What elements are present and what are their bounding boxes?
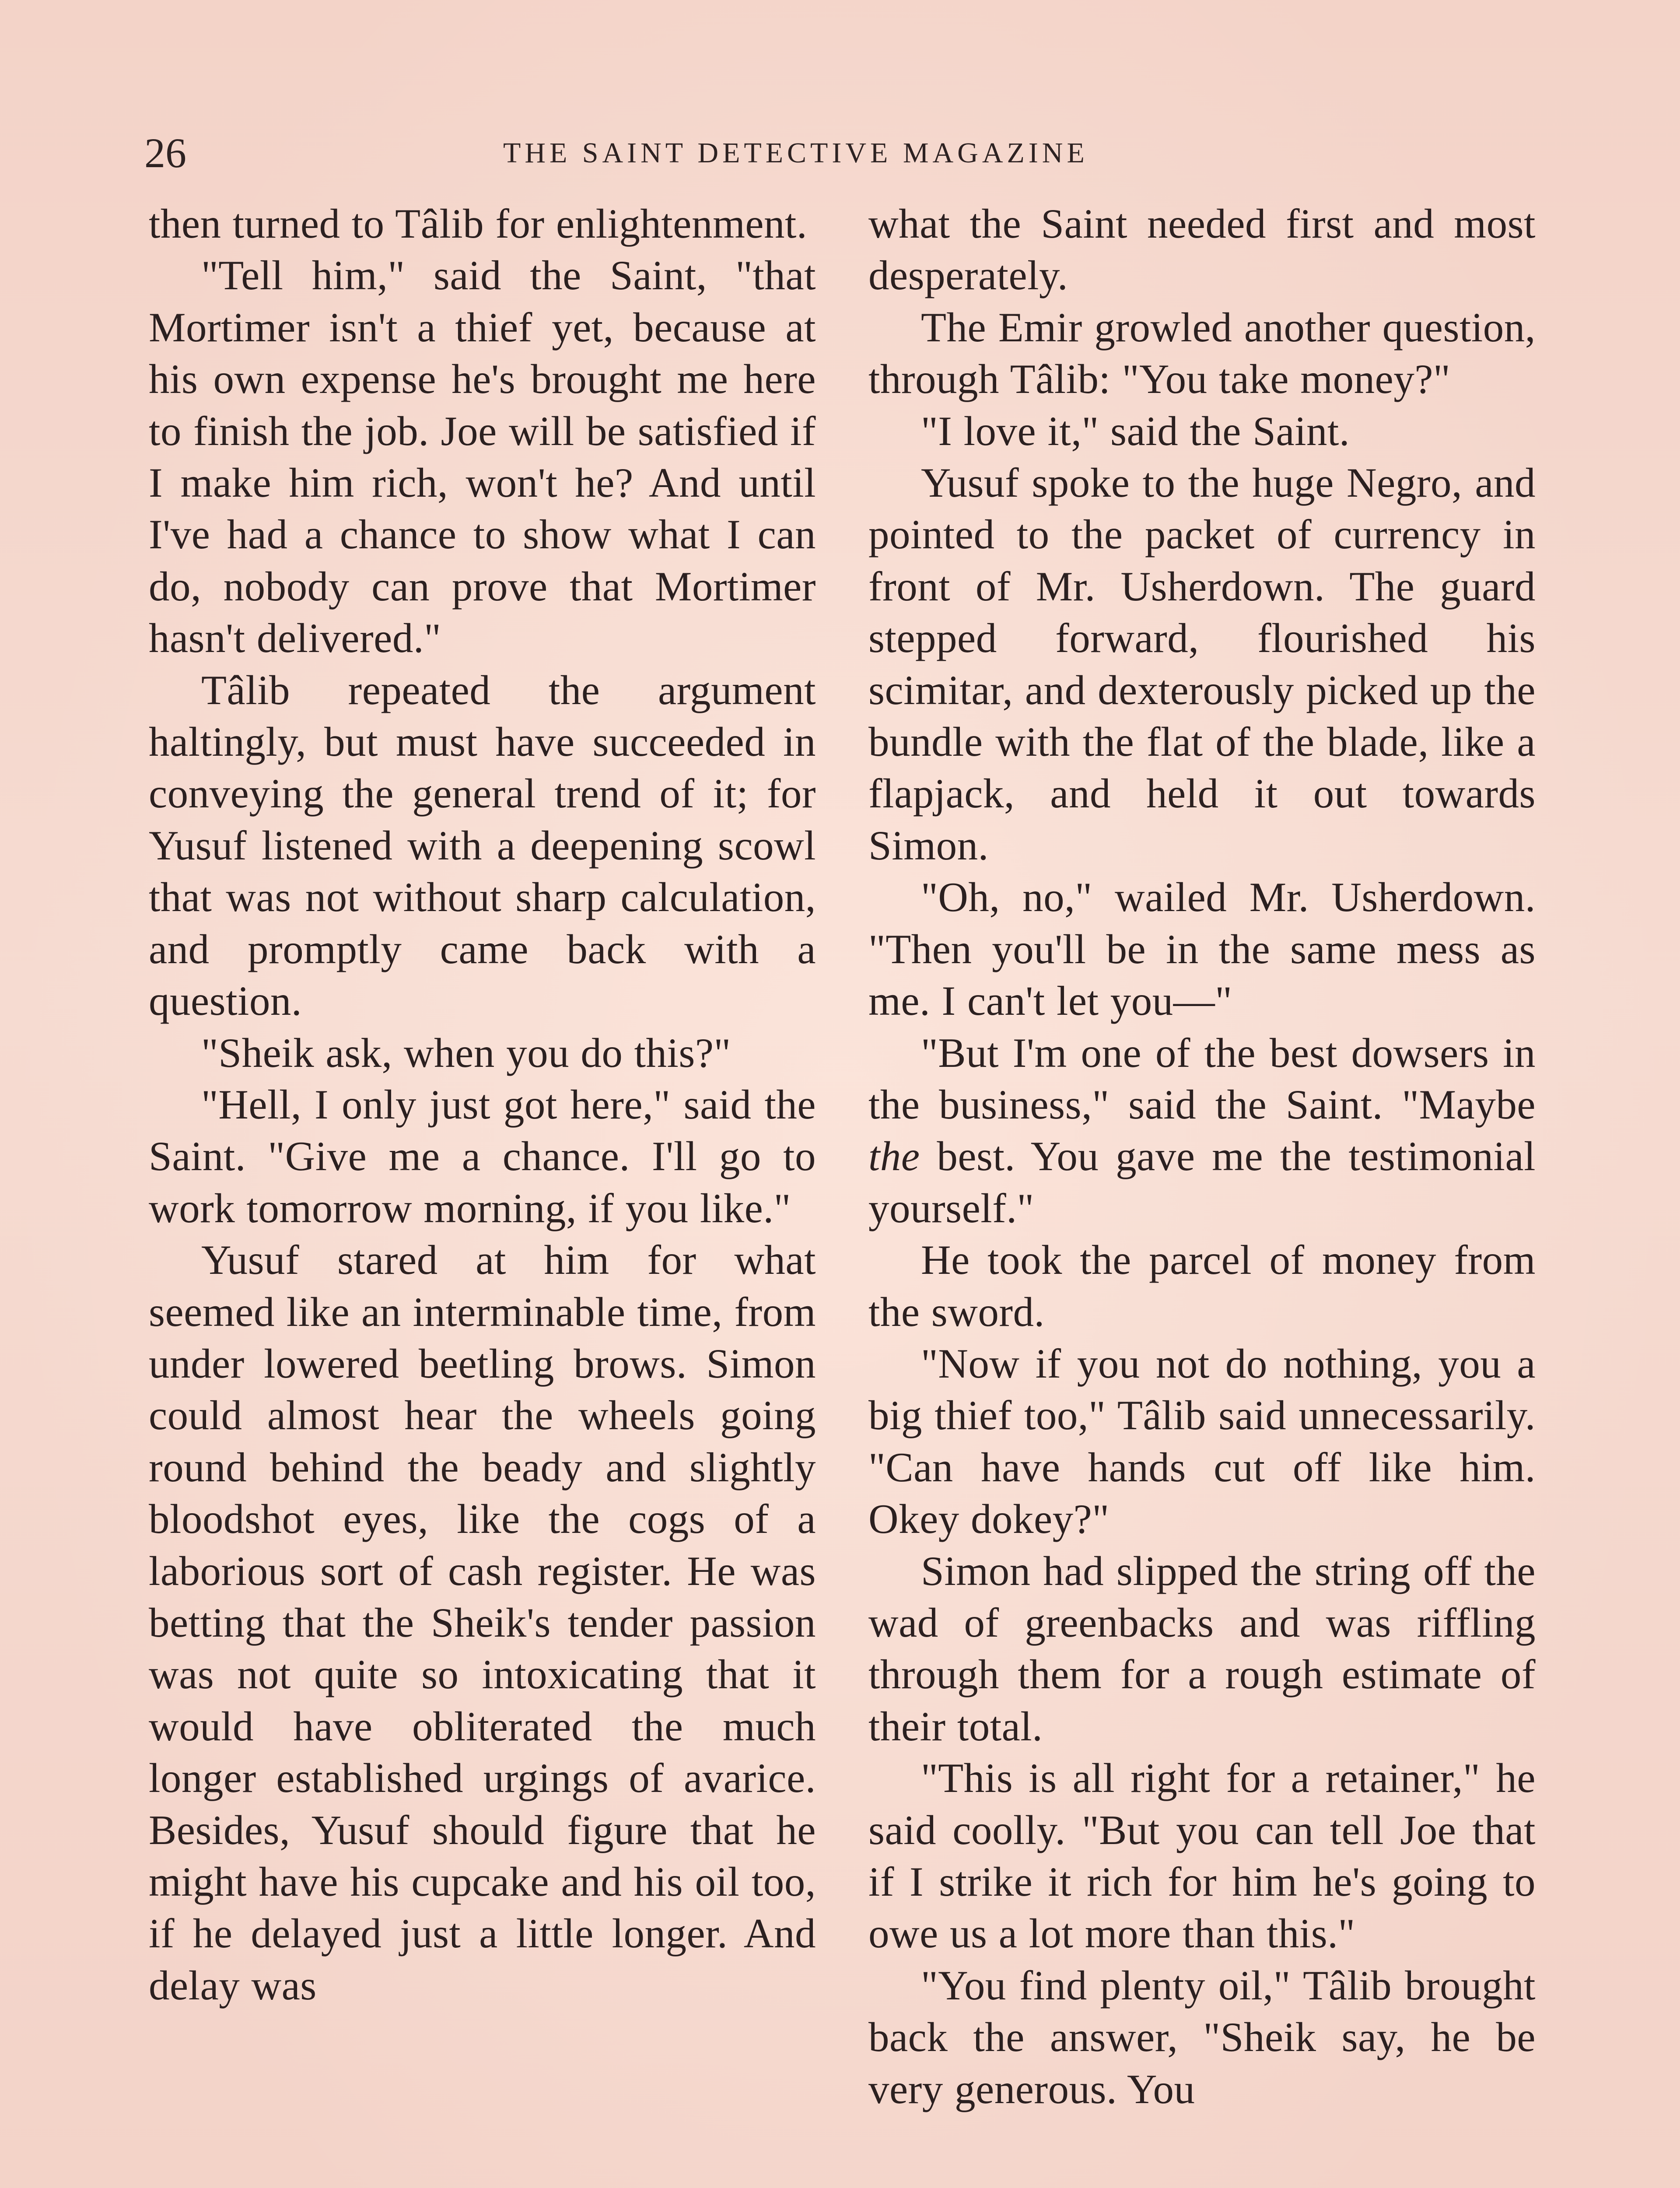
paragraph: Tâlib repeated the argument haltingly, but must have succeeded in conveying the general trend of it; for Yusuf listened with a deepening scowl that was not without sharp calculation, and promptly came back with a question. xyxy=(149,666,816,1024)
emphasized-word: the xyxy=(868,1133,920,1180)
paragraph: what the Saint needed first and most desperately. xyxy=(868,200,1536,299)
paragraph: "Now if you not do nothing, you a big thief too," Tâlib said unnecessarily. "Can have hands cut off like him. Okey dokey?" xyxy=(868,1340,1536,1543)
paragraph xyxy=(868,1027,1536,1234)
paragraph: Yusuf spoke to the huge Negro, and pointed to the packet of currency in front of Mr. Usherdown. The guard stepped forward, flourished his scimitar, and dexterously picked up the bundle with the flat of the blade, like a flapjack, and held it out towards Simon. xyxy=(868,459,1536,869)
left-column xyxy=(149,198,816,2011)
paragraph: "Tell him," said the Saint, "that Mortimer isn't a thief yet, because at his own expense he's brought me here to finish the job. Joe will be satisfied if I make him rich, won't he? And until I've had a chance to show what I can do, nobody can prove that Mortimer hasn't delivered." xyxy=(149,252,816,662)
paragraph: Simon had slipped the string off the wad of greenbacks and was riffling through them for a rough estimate of their total. xyxy=(868,1547,1536,1750)
paragraph: "You find plenty oil," Tâlib brought back the answer, "Sheik say, he be very generous. You xyxy=(868,1962,1536,2112)
paragraph-text: best. You gave me the testimonial yourself." xyxy=(868,1133,1536,1231)
page-header xyxy=(144,125,1544,182)
paragraph: then turned to Tâlib for enlightenment. xyxy=(149,200,808,247)
paragraph: Yusuf stared at him for what seemed like an interminable time, from under lowered beetling brows. Simon could almost hear the wheels going round behind the beady and slightly bloodshot eyes, like the cogs of a laborious sort of cash register. He was betting that the Sheik's tender passion was not quite so intoxicating that it would have obliterated the much longer established urgings of avarice. Besides, Yusuf should figure that he might have his cupcake and his oil too, if he delayed just a little longer. And delay was xyxy=(149,1237,816,2009)
paragraph: "I love it," said the Saint. xyxy=(921,407,1350,454)
paragraph: He took the parcel of money from the sword. xyxy=(868,1237,1536,1335)
paragraph: "This is all right for a retainer," he said coolly. "But you can tell Joe that if I strike it rich for him he's going to owe us a lot more than this." xyxy=(868,1755,1536,1957)
paragraph: The Emir growled another question, through Tâlib: "You take money?" xyxy=(868,304,1536,403)
paragraph: "Oh, no," wailed Mr. Usherdown. "Then you'll be in the same mess as me. I can't let you—" xyxy=(868,874,1536,1024)
paragraph: "Sheik ask, when you do this?" xyxy=(201,1029,731,1076)
running-title: THE SAINT DETECTIVE MAGAZINE xyxy=(503,137,1088,169)
right-column xyxy=(868,198,1536,2115)
paragraph-text: "But I'm one of the best dowsers in the business," said the Saint. "Maybe xyxy=(868,1029,1536,1128)
page-number: 26 xyxy=(144,130,186,176)
paragraph: "Hell, I only just got here," said the Saint. "Give me a chance. I'll go to work tomorrow morning, if you like." xyxy=(149,1081,816,1231)
